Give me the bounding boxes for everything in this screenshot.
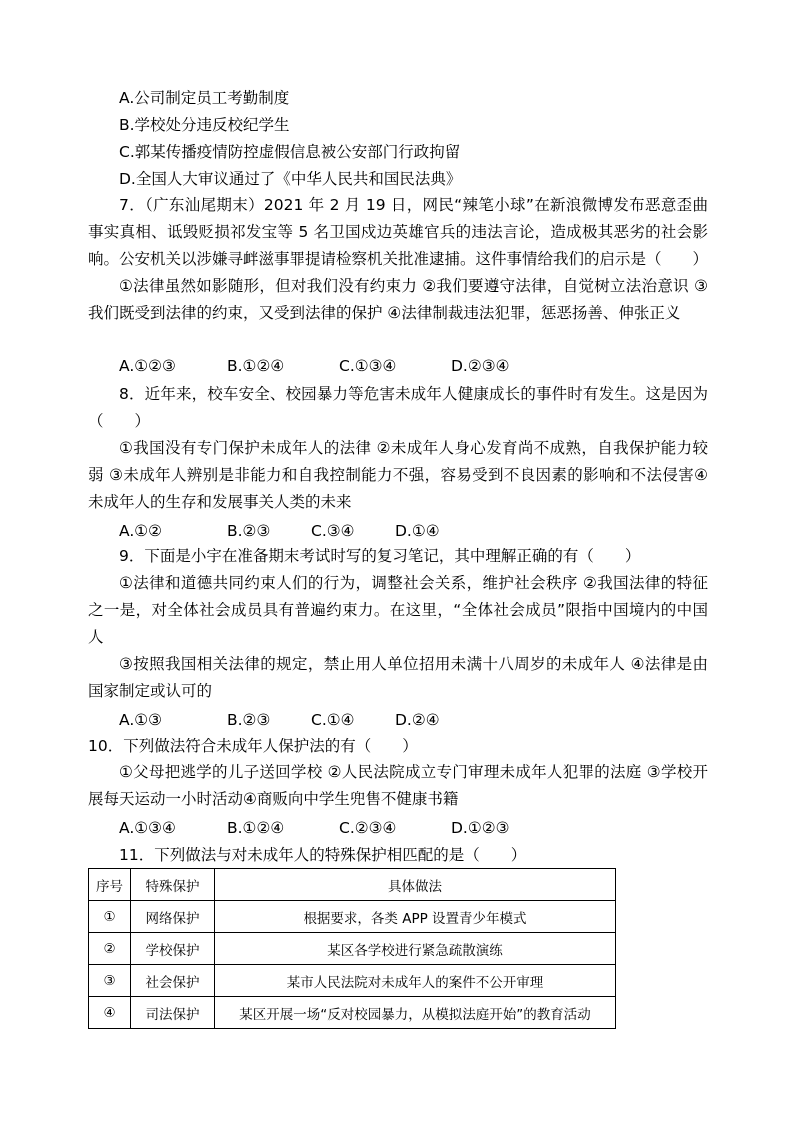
q8-items: ①我国没有专门保护未成年人的法律 ②未成年人身心发育尚不成熟，自我保护能力较弱 ③未成年人辨别是非能力和自我控制能力不强，容易受到不良因素的影响和不法侵害④未成年人的生存和发展事关人类的未来 [88, 439, 708, 511]
q9-option-b: B.②③ [227, 711, 271, 729]
row-practice: 某区开展一场“反对校园暴力，从模拟法庭开始”的教育活动 [215, 997, 616, 1029]
table-row [89, 933, 616, 965]
row-number: ④ [89, 997, 131, 1029]
row-number: ① [89, 901, 131, 933]
q8-option-d: D.①④ [395, 522, 440, 540]
header-number: 序号 [89, 869, 131, 901]
q8-option-a: A.①② [119, 522, 163, 540]
q7-option-c: C.①③④ [339, 357, 397, 375]
table-row [89, 901, 616, 933]
q7-option-d: D.②③④ [451, 357, 510, 375]
q7-items: ①法律虽然如影随形，但对我们没有约束力 ②我们要遵守法律，自觉树立法治意识 ③我们既受到法律的约束，又受到法律的保护 ④法律制裁违法犯罪，惩恶扬善、伸张正义 [88, 277, 708, 322]
q7-option-b: B.①②④ [227, 357, 285, 375]
q11-stem: 11．下列做法与对未成年人的特殊保护相匹配的是（ ） [119, 846, 527, 864]
q10-options [119, 818, 510, 838]
header-protection: 特殊保护 [131, 869, 215, 901]
header-practice: 具体做法 [215, 869, 616, 901]
row-protection: 司法保护 [131, 997, 215, 1029]
q9-option-a: A.①③ [119, 711, 163, 729]
row-protection: 社会保护 [131, 965, 215, 997]
row-practice: 根据要求，各类 APP 设置青少年模式 [215, 901, 616, 933]
q9-option-c: C.①④ [311, 711, 355, 729]
q8-option-c: C.③④ [311, 522, 355, 540]
q7-option-a: A.①②③ [119, 357, 176, 375]
q10-option-d: D.①②③ [451, 819, 510, 837]
row-practice: 某区各学校进行紧急疏散演练 [215, 933, 616, 965]
q10-stem: 10．下列做法符合未成年人保护法的有（ ） [88, 737, 418, 755]
q10-option-b: B.①②④ [227, 819, 285, 837]
q9-items-2: ③按照我国相关法律的规定，禁止用人单位招用未满十八周岁的未成年人 ④法律是由国家制定或认可的 [88, 655, 708, 700]
q6-option-a: A.公司制定员工考勤制度 [119, 89, 290, 107]
row-practice: 某市人民法院对未成年人的案件不公开审理 [215, 965, 616, 997]
q9-option-d: D.②④ [395, 711, 440, 729]
q6-option-b: B.学校处分违反校纪学生 [119, 116, 290, 134]
q8-option-b: B.②③ [227, 522, 271, 540]
q7-options [119, 356, 510, 376]
row-number: ③ [89, 965, 131, 997]
row-protection: 学校保护 [131, 933, 215, 965]
row-number: ② [89, 933, 131, 965]
table-row [89, 997, 616, 1029]
protection-table [88, 868, 616, 1029]
table-row [89, 965, 616, 997]
q10-option-c: C.②③④ [339, 819, 397, 837]
q6-option-c: C.郭某传播疫情防控虚假信息被公安部门行政拘留 [119, 143, 461, 161]
row-protection: 网络保护 [131, 901, 215, 933]
q6-option-d: D.全国人大审议通过了《中华人民共和国民法典》 [119, 170, 462, 188]
q10-items: ①父母把逃学的儿子送回学校 ②人民法院成立专门审理未成年人犯罪的法庭 ③学校开展每天运动一小时活动④商贩向中学生兜售不健康书籍 [88, 763, 708, 808]
q7-stem: 7．（广东汕尾期末）2021 年 2 月 19 日，网民“辣笔小球”在新浪微博发布恶意歪曲事实真相、诋毁贬损祁发宝等 5 名卫国戍边英雄官兵的违法言论，造成极其恶劣的社会影响。公安机关以涉嫌寻衅滋事罪提请检察机关批准逮捕。这件事情给我们的启示是（ ） [88, 196, 709, 268]
table-header-row [89, 869, 616, 901]
q8-stem: 8．近年来，校车安全、校园暴力等危害未成年人健康成长的事件时有发生。这是因为（ ） [88, 385, 708, 430]
q9-options [119, 710, 440, 730]
q10-option-a: A.①③④ [119, 819, 176, 837]
q9-items-1: ①法律和道德共同约束人们的行为，调整社会关系，维护社会秩序 ②我国法律的特征之一是，对全体社会成员具有普遍约束力。在这里，“全体社会成员”限指中国境内的中国人 [88, 574, 708, 646]
q9-stem: 9．下面是小宇在准备期末考试时写的复习笔记，其中理解正确的有（ ） [119, 547, 641, 565]
q8-options [119, 521, 440, 541]
